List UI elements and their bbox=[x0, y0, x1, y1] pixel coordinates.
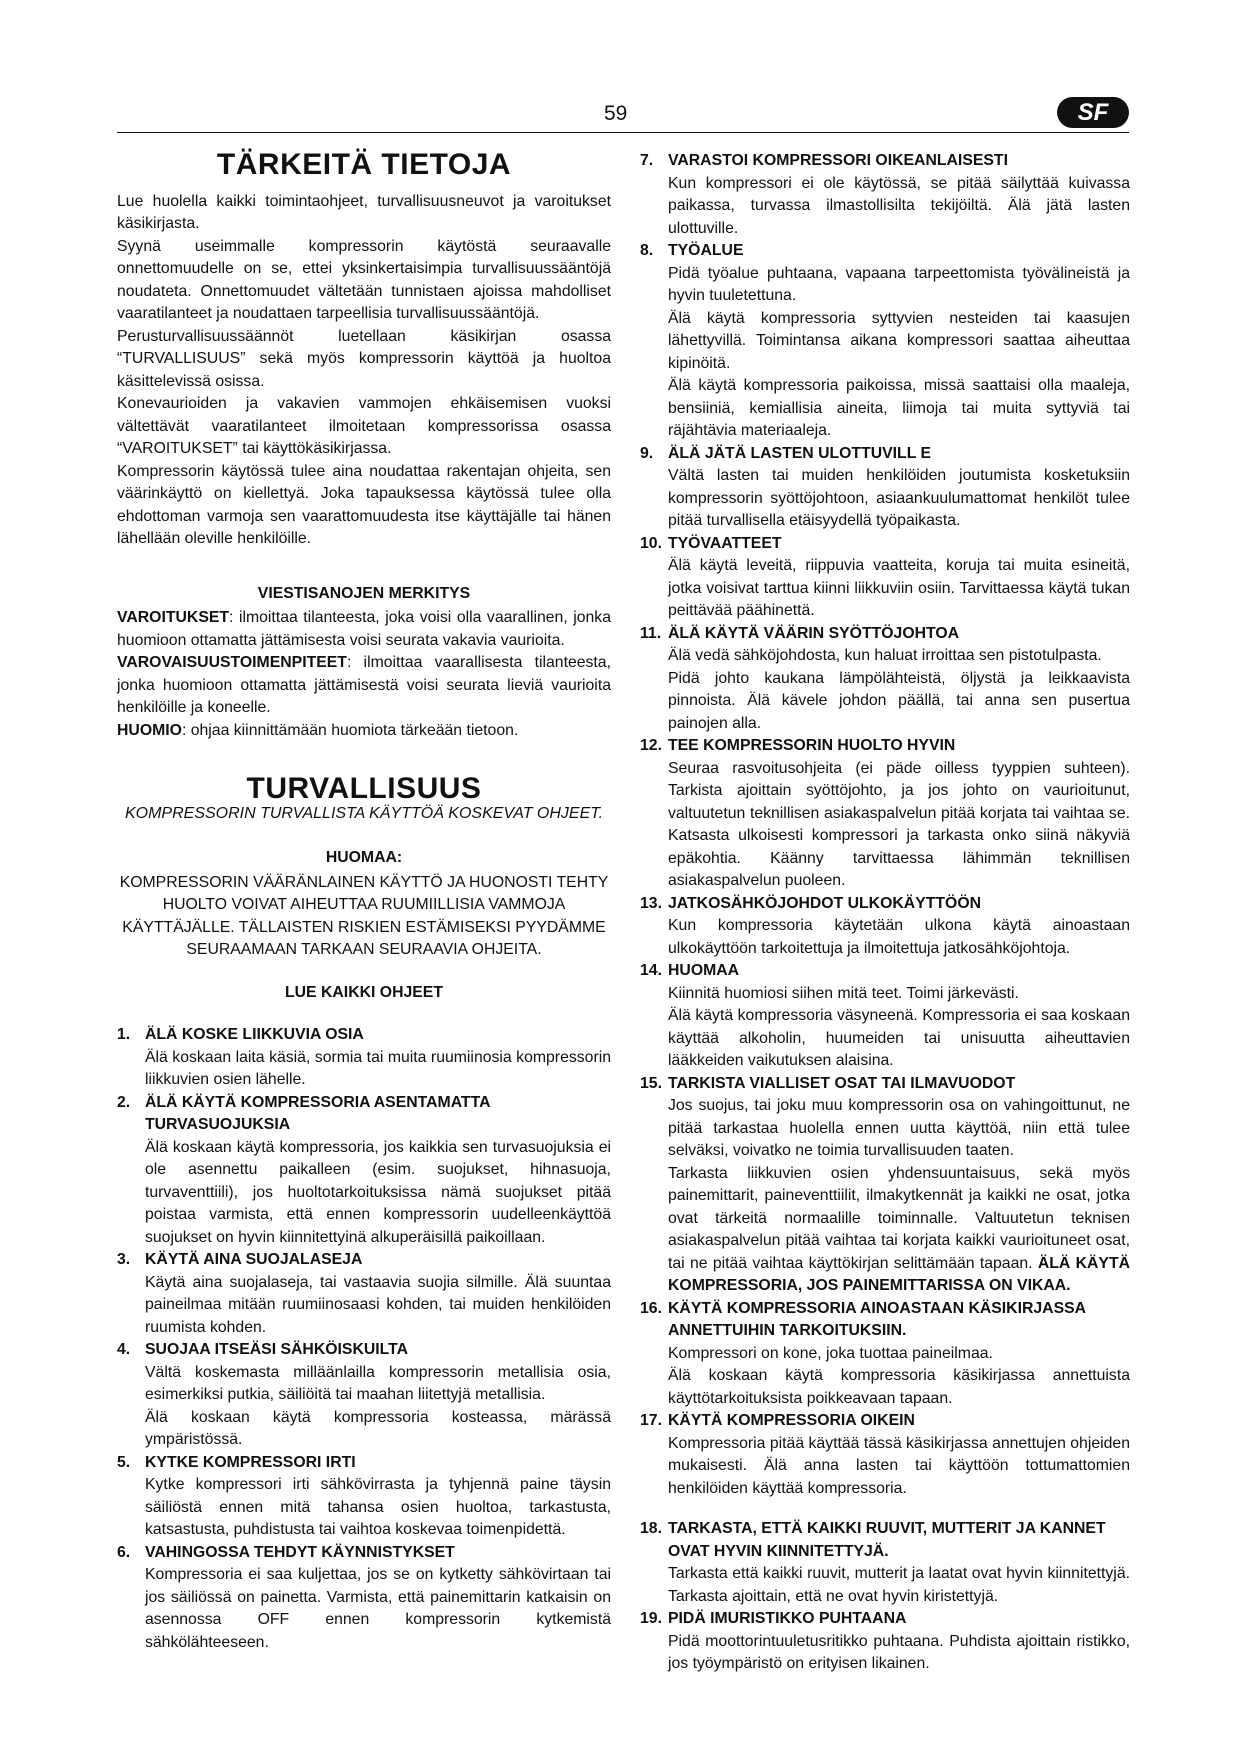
right-column bbox=[640, 150, 1130, 1676]
safety-item: 6. VAHINGOSSA TEHDYT KÄYNNISTYKSET Kompressoria ei saa kuljettaa, jos se on kytketty sähkövirtaan tai jos säiliössä on painetta. Varmista, että painemittarin katkaisin on asennossa OFF ennen kompressorin kytkemistä sähkölähteeseen. bbox=[117, 1543, 611, 1651]
safety-item: 8. TYÖALUE Pidä työalue puhtaana, vapaana tarpeettomista työvälineistä ja hyvin tuuletettuna. Älä käytä kompressoria syttyvien nesteiden tai kaasujen lähettyvillä. Toimintansa aikana kompressori saattaa aiheuttaa kipinöitä. Älä käytä kompressoria paikoissa, missä saattaisi olla maaleja, bensiiniä, kemiallisia aineita, liimoja tai muita syttyviä tai räjähtävia materiaaleja. bbox=[640, 242, 1130, 439]
read-all-heading: LUE KAIKKI OHJEET bbox=[285, 983, 443, 1001]
safety-item: 9. ÄLÄ JÄTÄ LASTEN ULOTTUVILL E Vältä lasten tai muiden henkilöiden joutumista kosketuksiin kompressorin syöttöjohtoon, asiaankuulumattomat henkilöt tulee pitää turvallisella etäisyydellä työpaikasta. bbox=[640, 444, 1130, 529]
header-rule bbox=[117, 132, 1129, 133]
safety-item: 12. TEE KOMPRESSORIN HUOLTO HYVIN Seuraa rasvoitusohjeita (ei päde oilless tyyppien suhteen). Tarkista ajoittain syöttöjohto, ja jos johto on vaurioitunut, valtuutetun teknillisen asiakaspalvelun pitää korjata tai vaihtaa se. Katsasta ulkoisesti kompressori ja tarkasta onko siinä näkyviä epäkohtia. Käänny tarvittaessa lähimmän teknillisen asiakaspalvelun puoleen. bbox=[640, 737, 1130, 889]
safety-item: 19. PIDÄ IMURISTIKKO PUHTAANA Pidä moottorintuuletusritikko puhtaana. Puhdista ajoittain ristikko, jos työympäristö on erityisen likainen. bbox=[640, 1610, 1130, 1672]
intro-paragraph: Lue huolella kaikki toimintaohjeet, turvallisuusneuvot ja varoitukset käsikirjasta. bbox=[117, 192, 611, 232]
safety-item: 11. ÄLÄ KÄYTÄ VÄÄRIN SYÖTTÖJOHTOA Älä vedä sähköjohdosta, kun haluat irroittaa sen pistotulpasta. Pidä johto kaukana lämpölähteistä, öljystä ja leikkaavista pinnoista. Älä kävele johdon päällä, tai anna sen pusertua painojen alla. bbox=[640, 624, 1130, 732]
safety-item: 13. JATKOSÄHKÖJOHDOT ULKOKÄYTTÖÖN Kun kompressoria käytetään ulkona käytä ainoastaan ulkokäyttöön tarkoitettuja ja ilmoitettuja jatkosähköjohtoja. bbox=[640, 894, 1130, 957]
safety-subtitle: KOMPRESSORIN TURVALLISTA KÄYTTÖÄ KOSKEVAT OHJEET. bbox=[124, 804, 604, 822]
intro-section bbox=[117, 191, 611, 551]
safety-item: 5. KYTKE KOMPRESSORI IRTI Kytke kompressori irti sähkövirrasta ja tyhjennä paine täysin säiliöstä ennen mitä tahansa osien huoltoa, tarkastusta, katsastusta, puhdistusta tai vaihtoa koskevaa toimenpidettä. bbox=[117, 1453, 611, 1538]
safety-item: 10. TYÖVAATTEET Älä käytä leveitä, riippuvia vaatteita, koruja tai muita esineitä, jotka voisivat tarttua kiinni liikkuviin osiin. Tarvittaessa käytä tukan peittävää päähinettä. bbox=[640, 534, 1130, 619]
notice-text: KOMPRESSORIN VÄÄRÄNLAINEN KÄYTTÖ JA HUONOSTI TEHTY HUOLTO VOIVAT AIHEUTTAA RUUMIILLISIA VAMMOJA KÄYTTÄJÄLLE. TÄLLAISTEN RISKIEN ESTÄMISEKSI PYYDÄMME SEURAAMAAN TARKAAN SEURAAVIA OHJEITA. bbox=[119, 873, 609, 958]
safety-item: 18. TARKASTA, ETTÄ KAIKKI RUUVIT, MUTTERIT JA KANNET OVAT HYVIN KIINNITETTYJÄ. Tarkasta että kaikki ruuvit, mutterit ja laatat ovat hyvin kiinnitettyjä. Tarkasta ajoittain, että ne ovat hyvin kiristettyjä. bbox=[640, 1520, 1130, 1605]
safety-item: 4. SUOJAA ITSEÄSI SÄHKÖISKUILTA Vältä koskemasta milläänlailla kompressorin metallisia osia, esimerkiksi putkia, säiliöitä tai maahan liitettyjä metallisia. Älä koskaan käytä kompressoria kosteassa, märässä ympäristössä. bbox=[117, 1341, 611, 1448]
important-info-title: TÄRKEITÄ TIETOJA bbox=[216, 148, 512, 181]
safety-item: 1. ÄLÄ KOSKE LIIKKUVIA OSIA Älä koskaan laita käsiä, sormia tai muita ruumiinosia kompressorin liikkuvien osien lähelle. bbox=[117, 1026, 611, 1088]
safety-item: 3. KÄYTÄ AINA SUOJALASEJA Käytä aina suojalaseja, tai vastaavia suojia silmille. Älä suuntaa paineilmaa mitään ruumiinosaasi kohden, tai muiden henkilöiden ruumista kohden. bbox=[117, 1251, 611, 1336]
signal-words-heading: VIESTISANOJEN MERKITYS bbox=[257, 584, 471, 602]
safety-item: 17. KÄYTÄ KOMPRESSORIA OIKEIN Kompressoria pitää käyttää tässä käsikirjassa annettujen ohjeiden mukaisesti. Älä anna lasten tai käyttöön tottumattomien henkilöiden käyttää kompressoria. bbox=[640, 1412, 1130, 1497]
safety-item: 16. KÄYTÄ KOMPRESSORIA AINOASTAAN KÄSIKIRJASSA ANNETTUIHIN TARKOITUKSIIN. Kompressori on kone, joka tuottaa paineilmaa. Älä koskaan käytä kompressoria käsikirjassa annettuista käyttötarkoituksista poikkeavaan tapaan. bbox=[640, 1299, 1130, 1407]
signal-caution: VAROVAISUUSTOIMENPITEET: ilmoittaa vaarallisesta tilanteesta, jonka huomioon ottamatta jättämisestä voisi seurata lieviä vaurioita henkilöille ja koneelle. bbox=[117, 654, 611, 716]
intro-paragraph: Kompressorin käytössä tulee aina noudattaa rakentajan ohjeita, sen väärinkäyttö on kiellettyä. Joka tapauksessa käytössä tulee olla ehdottoman varmoja sen vaarattomuudesta itse käyttäjälle tai hänen lähellään oleville henkilöille. bbox=[117, 462, 611, 547]
signal-note: HUOMIO: ohjaa kiinnittämään huomiota tärkeään tietoon. bbox=[117, 721, 519, 739]
left-column bbox=[117, 150, 611, 1654]
intro-paragraph: Syynä useimmalle kompressorin käytöstä seuraavalle onnettomuudelle on se, ettei yksinkertaisimpia turvallisuussääntöjä noudateta. Onnettomuudet vältetään tunnistaen ajoissa mahdolliset vaaratilanteet ja noudattaen tarpeellisia turvallisuussääntöjä. bbox=[117, 237, 611, 322]
safety-item: 14. HUOMAA Kiinnitä huomiosi siihen mitä teet. Toimi järkevästi. Älä käytä kompressoria väsyneenä. Kompressoria ei saa koskaan käyttää alkoholin, huumeiden tai unisuutta aiheuttavien lääkkeiden vaikutuksen alaisina. bbox=[640, 962, 1130, 1069]
page-number: 59 bbox=[604, 102, 628, 125]
language-badge: SF bbox=[1057, 97, 1129, 128]
intro-paragraph: Konevaurioiden ja vakavien vammojen ehkäisemisen vuoksi vältettävät vaaratilanteet ilmoitetaan kompressorissa osassa “VAROITUKSET” tai käyttökäsikirjassa. bbox=[117, 395, 611, 457]
safety-item: 2. ÄLÄ KÄYTÄ KOMPRESSORIA ASENTAMATTA TURVASUOJUKSIA Älä koskaan käytä kompressoria, jos kaikkia sen turvasuojuksia ei ole asennettu paikalleen (esim. suojukset, hihnasuoja, turvaventtiili), jos huoltotarkoituksissa nämä suojukset pitää poistaa varmista, että ennen kompressorin uudelleenkäyttöä suojukset on hyvin kiinnitettyinä alkuperäisillä paikoillaan. bbox=[117, 1093, 611, 1246]
intro-paragraph: Perusturvallisuussäännöt luetellaan käsikirjan osassa “TURVALLISUUS” sekä myös kompressorin käyttöä ja huoltoa käsittelevissä osissa. bbox=[117, 327, 611, 390]
notice-heading: HUOMAA: bbox=[325, 849, 403, 866]
safety-title: TURVALLISUUS bbox=[246, 772, 482, 805]
safety-item: 15. TARKISTA VIALLISET OSAT TAI ILMAVUODOT Jos suojus, tai joku muu kompressorin osa on vahingoittunut, ne pitää tarkastaa huolella ennen uutta käyttöä, niin että tulee selväksi, voivatko ne toimia turvallisuuden taaten. Tarkasta liikkuvien osien yhdensuuntaisuus, sekä myös painemittarit, paineventtiilit, ilmakytkennät ja kaikki ne osat, jotka ovat tärkeitä normaalille toiminnalle. Valtuutetun teknisen asiakaspalvelun pitää vaihtaa tai korjata kaikki vaurioituneet osat, tai ne pitää vaihtaa käyttökirjan selittämään tapaan. ÄLÄ KÄYTÄ KOMPRESSORIA, JOS PAINEMITTARISSA ON VIKAA. bbox=[640, 1074, 1131, 1294]
safety-item: 7. VARASTOI KOMPRESSORI OIKEANLAISESTI Kun kompressori ei ole käytössä, se pitää säilyttää kuivassa paikassa, turvassa ilmastollisilta tekijöiltä. Älä jätä lasten ulottuville. bbox=[640, 152, 1130, 237]
signal-warning: VAROITUKSET: ilmoittaa tilanteesta, joka voisi olla vaarallinen, jonka huomioon ottamatta jättämisesta voisi seurata vakavia vaurioita. bbox=[117, 609, 611, 649]
